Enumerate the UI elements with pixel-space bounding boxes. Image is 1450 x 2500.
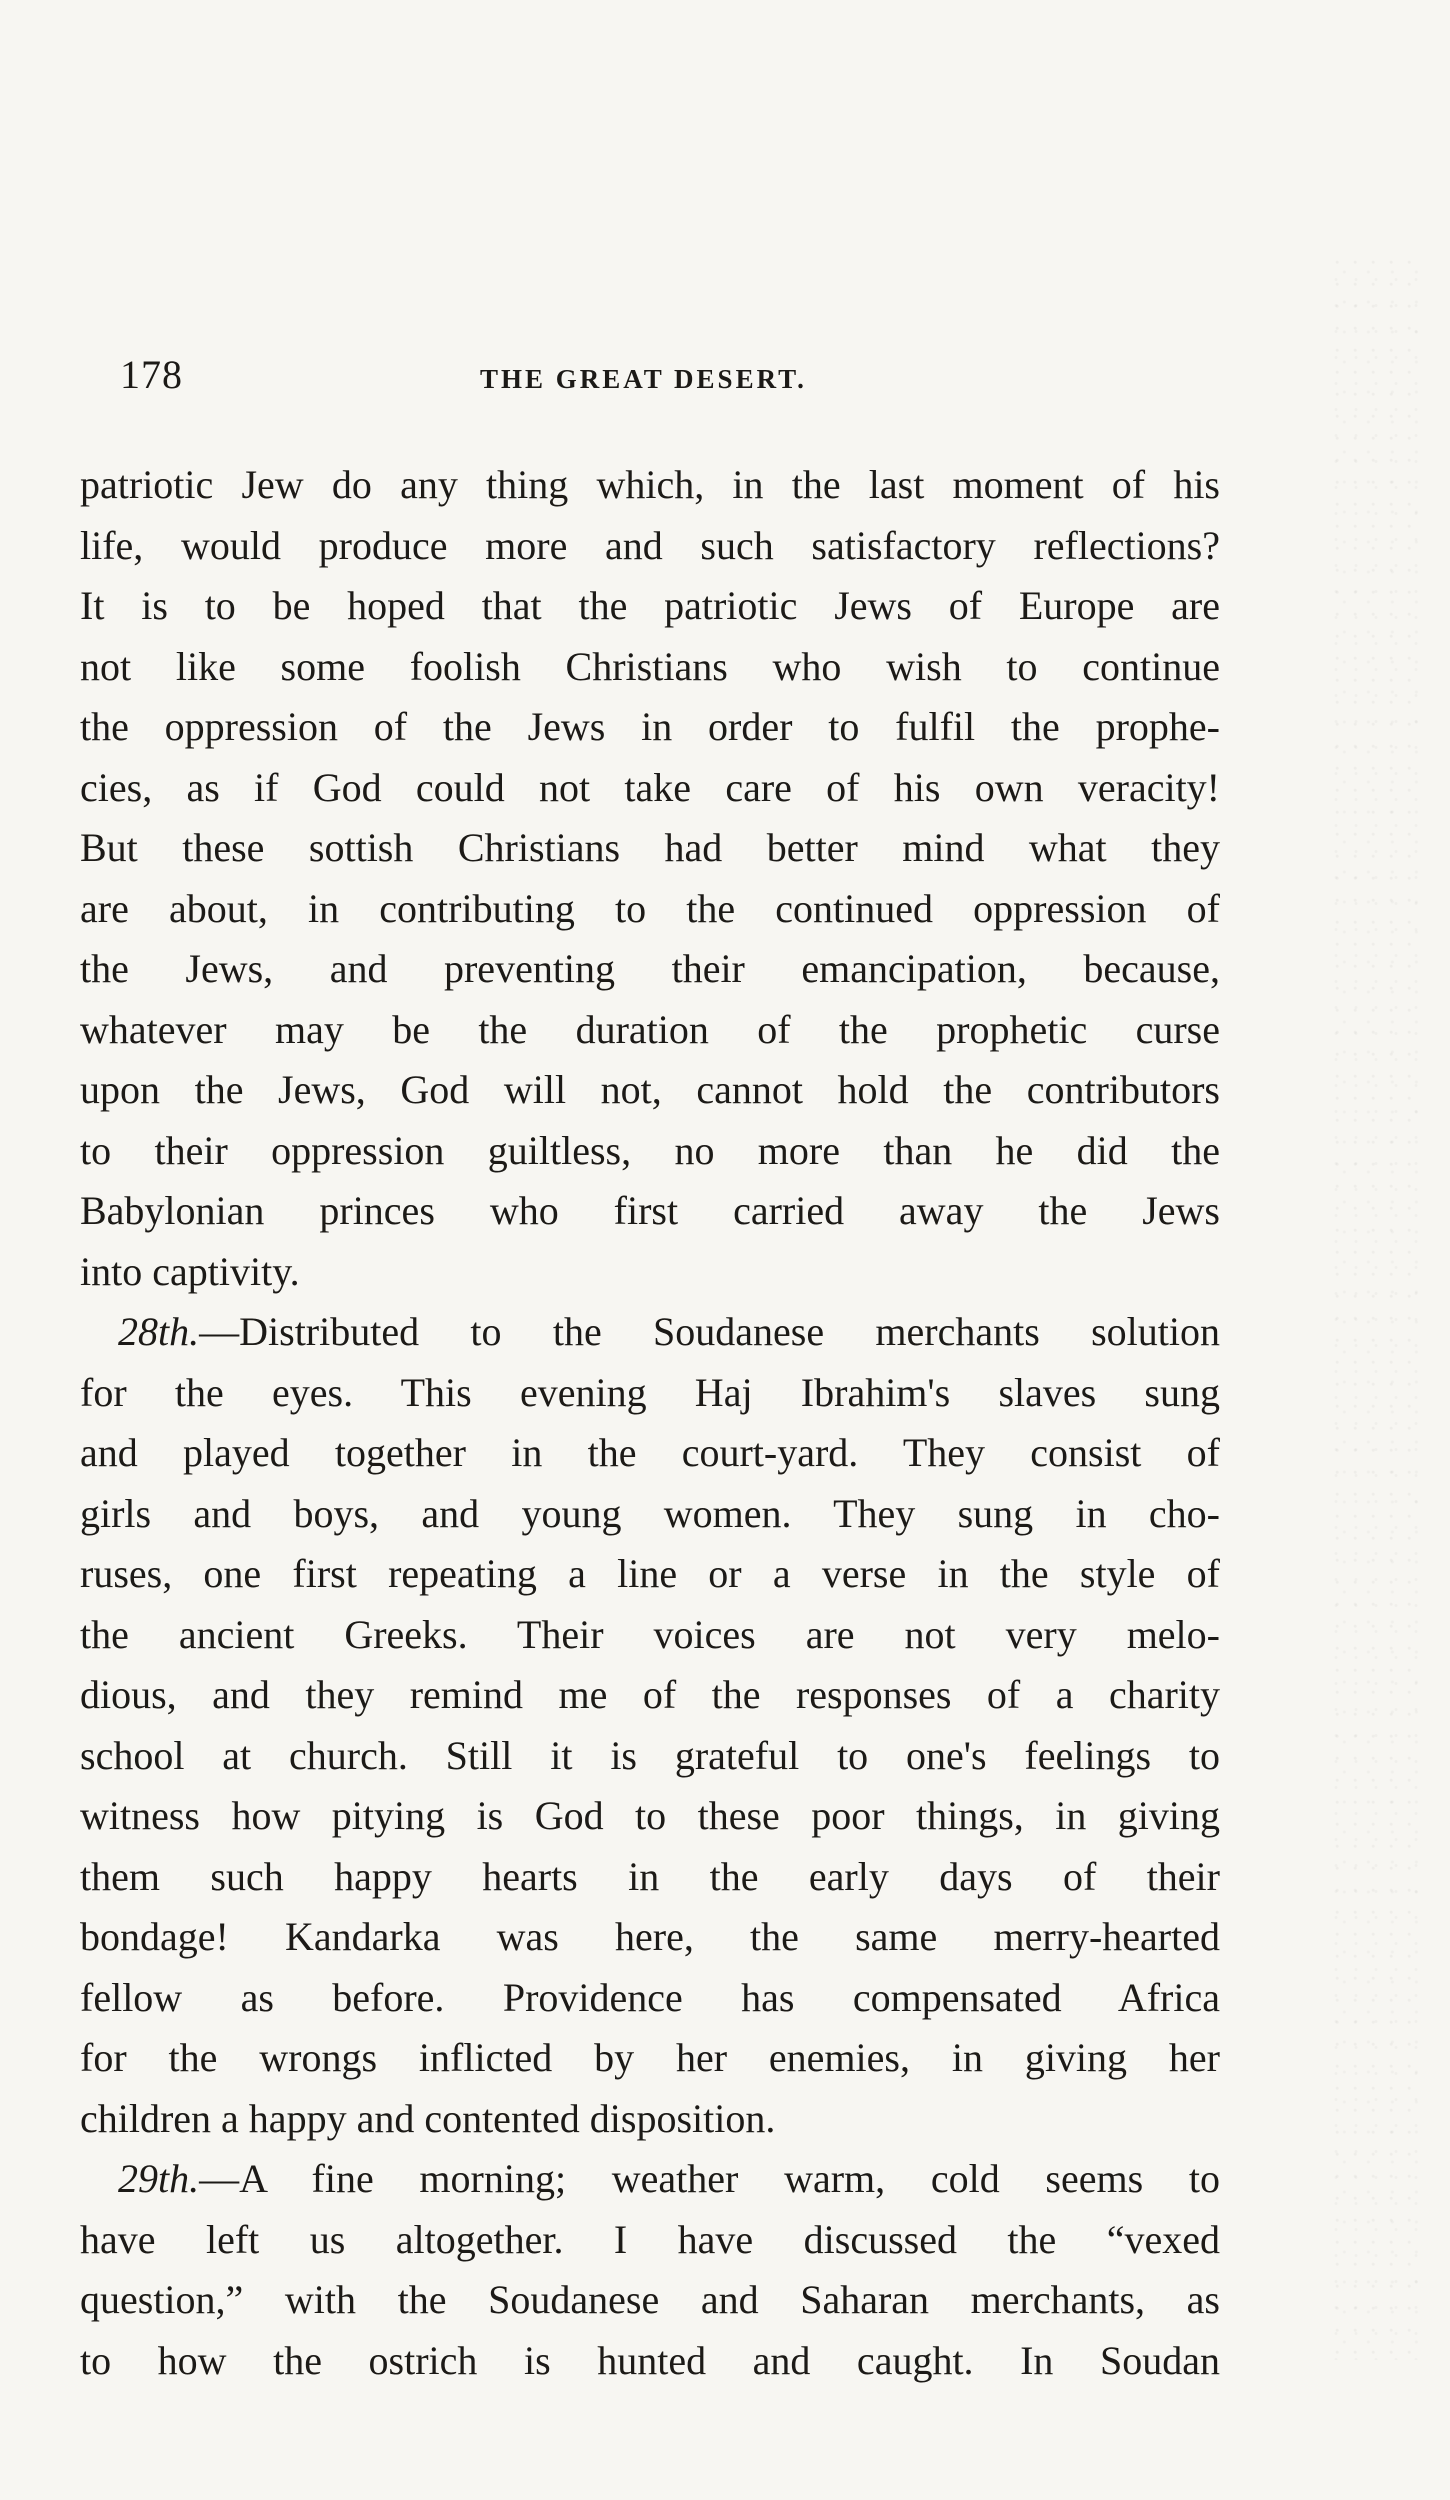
text-line: bondage! Kandarka was here, the same merry-hearted	[80, 1914, 1220, 1959]
text-line: ruses, one first repeating a line or a verse in the style of	[80, 1551, 1220, 1596]
text-line: the oppression of the Jews in order to fulfil the prophe-	[80, 704, 1220, 749]
text-line: have left us altogether. I have discussed the “vexed	[80, 2216, 1220, 2262]
text-line: and played together in the court-yard. They consist of	[80, 1430, 1220, 1475]
entry-28-first-line	[80, 1302, 1220, 1363]
text-line: girls and boys, and young women. They sung in cho-	[80, 1490, 1220, 1536]
text-line: life, would produce more and such satisfactory reflections?	[80, 522, 1220, 568]
text-line: school at church. Still it is grateful to one's feelings to	[80, 1732, 1220, 1778]
text-line: question,” with the Soudanese and Saharan merchants, as	[80, 2277, 1220, 2322]
text-line: for the wrongs inflicted by her enemies, in giving her	[80, 2035, 1220, 2080]
text-line: witness how pitying is God to these poor things, in giving	[80, 1793, 1220, 1838]
paper-texture	[1330, 260, 1420, 2360]
text-line: for the eyes. This evening Haj Ibrahim's slaves sung	[80, 1369, 1220, 1415]
running-head: THE GREAT DESERT.	[480, 364, 807, 394]
text-line: upon the Jews, God will not, cannot hold the contributors	[80, 1067, 1220, 1112]
entry-29-first-line-text: —A fine morning; weather warm, cold seems to	[199, 2156, 1220, 2201]
text-line: the Jews, and preventing their emancipation, because,	[80, 946, 1220, 991]
page-number: 178	[120, 352, 183, 397]
body-text	[80, 455, 1220, 2391]
text-line: dious, and they remind me of the responses of a charity	[80, 1672, 1220, 1717]
text-line: cies, as if God could not take care of his own veracity!	[80, 764, 1220, 810]
page-header	[120, 345, 1210, 405]
text-line: the ancient Greeks. Their voices are not very melo-	[80, 1611, 1220, 1657]
text-line: not like some foolish Christians who wish to continue	[80, 643, 1220, 689]
text-line: to their oppression guiltless, no more than he did the	[80, 1127, 1220, 1173]
text-line: fellow as before. Providence has compensated Africa	[80, 1974, 1220, 2020]
text-line: But these sottish Christians had better mind what they	[80, 825, 1220, 870]
entry-29-date: 29th.	[118, 2156, 200, 2201]
entry-29-first-line	[80, 2149, 1220, 2210]
text-line: to how the ostrich is hunted and caught. In Soudan	[80, 2337, 1220, 2383]
text-line: them such happy hearts in the early days of their	[80, 1853, 1220, 1899]
text-line: whatever may be the duration of the prophetic curse	[80, 1006, 1220, 1052]
entry-28-first-line-text: —Distributed to the Soudanese merchants solution	[199, 1309, 1220, 1354]
text-line: Babylonian princes who first carried away the Jews	[80, 1188, 1220, 1233]
text-line: are about, in contributing to the continued oppression of	[80, 885, 1220, 931]
text-line: It is to be hoped that the patriotic Jews of Europe are	[80, 583, 1220, 628]
text-line: into captivity.	[80, 1248, 300, 1294]
entry-28-date: 28th.	[118, 1309, 200, 1354]
text-line: patriotic Jew do any thing which, in the last moment of his	[80, 462, 1220, 507]
text-line: children a happy and contented disposition.	[80, 2095, 776, 2141]
